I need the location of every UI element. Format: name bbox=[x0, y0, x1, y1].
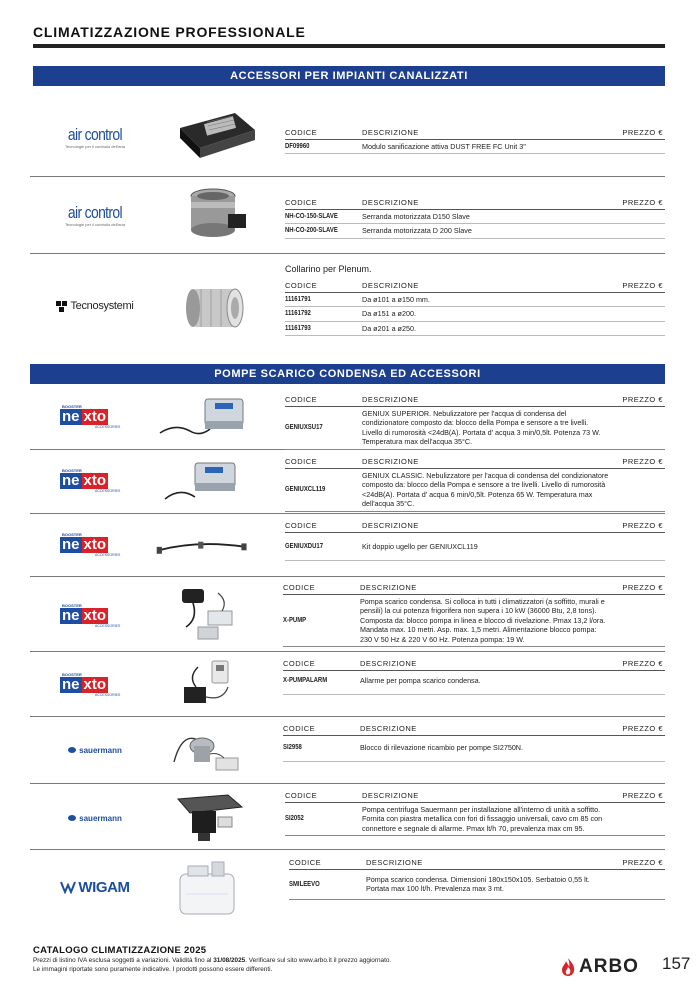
product-block bbox=[30, 514, 665, 577]
product-description: Blocco di rilevazione ricambio per pompe SI2750N. bbox=[360, 743, 523, 752]
product-code: 11161792 bbox=[285, 310, 311, 318]
table-row bbox=[285, 140, 665, 154]
table-row bbox=[283, 671, 665, 695]
header-code: CODICE bbox=[283, 583, 316, 592]
header-code: CODICE bbox=[285, 521, 318, 530]
footer-catalog-title: CATALOGO CLIMATIZZAZIONE 2025 bbox=[33, 945, 207, 956]
table-row bbox=[285, 224, 665, 238]
header-price: PREZZO € bbox=[622, 128, 663, 137]
product-table bbox=[285, 521, 665, 561]
brand-logo-sub: ACCESSORIES bbox=[95, 489, 121, 493]
brand-logo-tagline: BOOSTER bbox=[62, 404, 82, 409]
header-description: DESCRIZIONE bbox=[362, 128, 419, 137]
product-code: SI2958 bbox=[283, 744, 302, 751]
product-code: X-PUMPALARM bbox=[283, 677, 328, 684]
product-image-motorized-damper bbox=[170, 181, 265, 249]
product-code: GENIUXSU17 bbox=[285, 424, 323, 432]
product-code: 11161791 bbox=[285, 296, 311, 303]
brand-logo-nexto: BOOSTER ne xto ACCESSORIES bbox=[62, 603, 121, 628]
product-description: Da ø151 a ø200. bbox=[362, 309, 416, 319]
header-description: DESCRIZIONE bbox=[366, 858, 423, 867]
table-row bbox=[289, 870, 665, 900]
product-description: Da ø101 a ø150 mm. bbox=[362, 295, 430, 304]
table-row bbox=[285, 407, 665, 450]
table-header bbox=[285, 791, 665, 803]
brand-text: ARBO bbox=[579, 956, 639, 977]
table-row bbox=[285, 210, 665, 224]
wigam-mark-icon bbox=[60, 880, 76, 894]
footer-validity-date: 31/08/2025 bbox=[213, 957, 246, 964]
product-block bbox=[30, 652, 665, 717]
product-code: SI2052 bbox=[285, 815, 304, 823]
header-price: PREZZO € bbox=[622, 659, 663, 668]
product-description: Allarme per pompa scarico condensa. bbox=[360, 676, 481, 685]
brand-logo-nexto: BOOSTER ne xto ACCESSORIES bbox=[62, 468, 121, 493]
section-header-condensate-pumps: POMPE SCARICO CONDENSA ED ACCESSORI bbox=[30, 364, 665, 384]
brand-logo-text: Tecnosystemi bbox=[70, 300, 134, 312]
product-image-centrifugal-pump bbox=[160, 788, 255, 848]
brand-logo-aircontrol bbox=[40, 117, 150, 157]
product-image-dust-free-module bbox=[170, 103, 265, 167]
product-image-tank-pump bbox=[160, 854, 255, 920]
header-description: DESCRIZIONE bbox=[360, 659, 417, 668]
table-header bbox=[289, 858, 665, 870]
tecnosystemi-mark-icon bbox=[56, 301, 67, 312]
sauermann-mark-icon bbox=[68, 815, 76, 821]
table-row bbox=[285, 803, 665, 836]
table-row bbox=[285, 293, 665, 307]
brand-logo-tagline: Tecnologie per il controllo dell'aria bbox=[65, 144, 125, 149]
header-price: PREZZO € bbox=[622, 791, 663, 800]
product-code: DF09960 bbox=[285, 143, 310, 150]
header-price: PREZZO € bbox=[622, 395, 663, 404]
brand-logo-sauermann bbox=[40, 741, 150, 759]
product-image-x-pump bbox=[160, 581, 255, 647]
product-block bbox=[30, 577, 665, 652]
product-table bbox=[283, 583, 665, 647]
product-image-detection-block bbox=[160, 721, 255, 781]
table-header bbox=[283, 724, 665, 736]
product-block bbox=[30, 450, 665, 514]
header-description: DESCRIZIONE bbox=[362, 457, 419, 466]
header-description: DESCRIZIONE bbox=[362, 198, 419, 207]
table-row bbox=[285, 322, 665, 336]
header-price: PREZZO € bbox=[622, 583, 663, 592]
flame-icon bbox=[560, 957, 576, 977]
brand-logo-tagline: Tecnologie per il controllo dell'aria bbox=[65, 222, 125, 227]
footer-image-disclaimer: Le immagini riportate sono puramente indicative. I prodotti possono essere differenti. bbox=[33, 966, 273, 973]
header-price: PREZZO € bbox=[622, 858, 663, 867]
product-description: Pompa scarico condensa. Si colloca in tutti i climatizzatori (a soffitto, murali e pensili) la cui potenza frigorifera non supera i 10 kW (36000 Btu, 2,8 tons). Composta da: blocco pompa in linea e blocco di rivelazione. Pmax 13,2 l/ora. Mandata max. 10 metri. Asp. max. 1,5 metri. Alimentazione blocco pompa: 230 V 50 Hz & 220 V 60 Hz. Potenza pompa: 19 W. bbox=[360, 597, 606, 644]
table-row bbox=[285, 533, 665, 561]
header-description: DESCRIZIONE bbox=[362, 281, 419, 290]
table-row bbox=[285, 307, 665, 321]
table-header bbox=[285, 198, 665, 210]
product-table bbox=[285, 128, 665, 154]
footer-price-note: Prezzi di listino IVA esclusa soggetti a variazioni. Validità fino al 31/08/2025. Verificare sul sito www.arbo.it il prezzo aggiornato. bbox=[33, 957, 392, 964]
page-title: CLIMATIZZAZIONE PROFESSIONALE bbox=[33, 24, 306, 40]
header-code: CODICE bbox=[285, 198, 318, 207]
brand-logo-sub: ACCESSORIES bbox=[95, 553, 121, 557]
brand-logo-sauermann bbox=[40, 809, 150, 827]
product-table bbox=[283, 724, 665, 762]
product-image-plenum-collar bbox=[170, 276, 265, 340]
header-code: CODICE bbox=[283, 659, 316, 668]
sauermann-mark-icon bbox=[68, 747, 76, 753]
brand-logo-text: sauermann bbox=[79, 813, 122, 823]
product-description: Modulo sanificazione attiva DUST FREE FC Unit 3" bbox=[362, 142, 526, 151]
product-description: Serranda motorizzata D150 Slave bbox=[362, 212, 470, 221]
brand-logo-tecnosystemi bbox=[40, 294, 150, 318]
product-block bbox=[30, 784, 665, 850]
product-description: Serranda motorizzata D 200 Slave bbox=[362, 226, 472, 236]
table-header bbox=[285, 128, 665, 140]
table-header bbox=[285, 457, 665, 469]
brand-logo-text: sauermann bbox=[79, 745, 122, 755]
product-block bbox=[30, 177, 665, 254]
product-table bbox=[289, 858, 665, 900]
header-code: CODICE bbox=[285, 395, 318, 404]
product-image-double-nozzle-kit bbox=[155, 526, 250, 566]
table-header bbox=[285, 395, 665, 407]
header-code: CODICE bbox=[285, 791, 318, 800]
brand-logo-nexto: BOOSTER ne xto ACCESSORIES bbox=[62, 404, 121, 429]
product-table bbox=[285, 198, 665, 239]
header-description: DESCRIZIONE bbox=[362, 521, 419, 530]
header-code: CODICE bbox=[285, 457, 318, 466]
product-block bbox=[30, 95, 665, 177]
brand-logo-nexto: BOOSTER ne xto ACCESSORIES bbox=[62, 672, 121, 697]
brand-logo-sub: ACCESSORIES bbox=[95, 624, 121, 628]
product-description: Pompa centrifuga Sauermann per installazione all'interno di unità a soffitto. Fornita con piastra metallica con fori di fissaggio universali, cavo cm 85 con connettore e segnale di allarme. Pmax lt/h 70, prevalenza max cm 95. bbox=[362, 805, 603, 833]
header-code: CODICE bbox=[285, 128, 318, 137]
product-table bbox=[285, 395, 665, 450]
header-price: PREZZO € bbox=[622, 281, 663, 290]
table-row bbox=[283, 736, 665, 762]
product-description: Pompa scarico condensa. Dimensioni 180x150x105. Serbatoio 0,55 lt. Portata max 100 lt/h. Prevalenza max 3 mt. bbox=[366, 875, 590, 894]
table-header bbox=[283, 583, 665, 595]
brand-logo-nexto: BOOSTER ne xto ACCESSORIES bbox=[62, 532, 121, 557]
brand-logo-tagline: BOOSTER bbox=[62, 532, 82, 537]
brand-logo-wigam bbox=[40, 876, 150, 898]
product-block bbox=[30, 386, 665, 450]
header-code: CODICE bbox=[285, 281, 318, 290]
product-table bbox=[285, 457, 665, 512]
page-number: 157 bbox=[662, 954, 691, 973]
product-code: X-PUMP bbox=[283, 616, 307, 624]
product-description: GENIUX SUPERIOR. Nebulizzatore per l'acqua di condensa del condizionatore composto da: blocco della Pompa e sensore a tre livelli. Livello di rumorosità <24dB(A). Portata d' acqua 3 min/0,5lt. Potenza 73 W. Temperatura max dell'acqua 35°C. bbox=[362, 409, 601, 447]
header-description: DESCRIZIONE bbox=[360, 583, 417, 592]
product-block bbox=[30, 717, 665, 784]
product-code: GENIUXCL119 bbox=[285, 486, 326, 494]
table-header bbox=[283, 659, 665, 671]
product-table bbox=[285, 264, 665, 336]
product-block bbox=[30, 254, 665, 349]
product-code: NH-CO-150-SLAVE bbox=[285, 213, 338, 220]
product-code: NH-CO-200-SLAVE bbox=[285, 227, 338, 235]
product-code: 11161793 bbox=[285, 324, 311, 332]
brand-logo-tagline: BOOSTER bbox=[62, 468, 82, 473]
brand-logo-sub: ACCESSORIES bbox=[95, 425, 121, 429]
brand-logo-sub: ACCESSORIES bbox=[95, 693, 121, 697]
brand-logo-text: WIGAM bbox=[78, 878, 130, 896]
table-row bbox=[283, 595, 665, 647]
product-code: GENIUXDU17 bbox=[285, 543, 324, 550]
brand-logo-aircontrol bbox=[40, 195, 150, 235]
product-image-geniux-superior bbox=[155, 392, 250, 444]
brand-logo-tagline: BOOSTER bbox=[62, 603, 82, 608]
product-block bbox=[30, 850, 665, 922]
product-image-geniux-classic bbox=[155, 456, 250, 508]
header-description: DESCRIZIONE bbox=[362, 395, 419, 404]
header-price: PREZZO € bbox=[622, 521, 663, 530]
product-code: SMILEEVO bbox=[289, 880, 320, 888]
arbo-logo bbox=[560, 956, 639, 978]
header-code: CODICE bbox=[283, 724, 316, 733]
product-image-pump-alarm bbox=[160, 656, 255, 714]
header-price: PREZZO € bbox=[622, 457, 663, 466]
brand-logo-tagline: BOOSTER bbox=[62, 672, 82, 677]
header-price: PREZZO € bbox=[622, 724, 663, 733]
header-code: CODICE bbox=[289, 858, 322, 867]
header-description: DESCRIZIONE bbox=[360, 724, 417, 733]
table-header bbox=[285, 521, 665, 533]
product-table bbox=[285, 791, 665, 836]
header-description: DESCRIZIONE bbox=[362, 791, 419, 800]
product-description: GENIUX CLASSIC. Nebulizzatore per l'acqua di condensa del condizionatore composto da: blocco della Pompa e sensore a tre livelli. Livello di rumorosità <24dB(A). Portata d' acqua 6 min/0,5lt. Potenza 65 W. Temperatura max dell'acqua 35°C. bbox=[362, 471, 609, 509]
header-price: PREZZO € bbox=[622, 198, 663, 207]
title-rule bbox=[33, 44, 665, 48]
table-header bbox=[285, 281, 665, 293]
product-description: Da ø201 a ø250. bbox=[362, 323, 416, 333]
brand-logo-text: air control bbox=[68, 203, 122, 222]
table-row bbox=[285, 469, 665, 512]
product-description: Kit doppio ugello per GENIUXCL119 bbox=[362, 542, 478, 551]
section-header-ducted-accessories: ACCESSORI PER IMPIANTI CANALIZZATI bbox=[33, 66, 665, 86]
product-subtitle: Collarino per Plenum. bbox=[285, 264, 372, 274]
product-table bbox=[283, 659, 665, 695]
brand-logo-text: air control bbox=[68, 125, 122, 144]
